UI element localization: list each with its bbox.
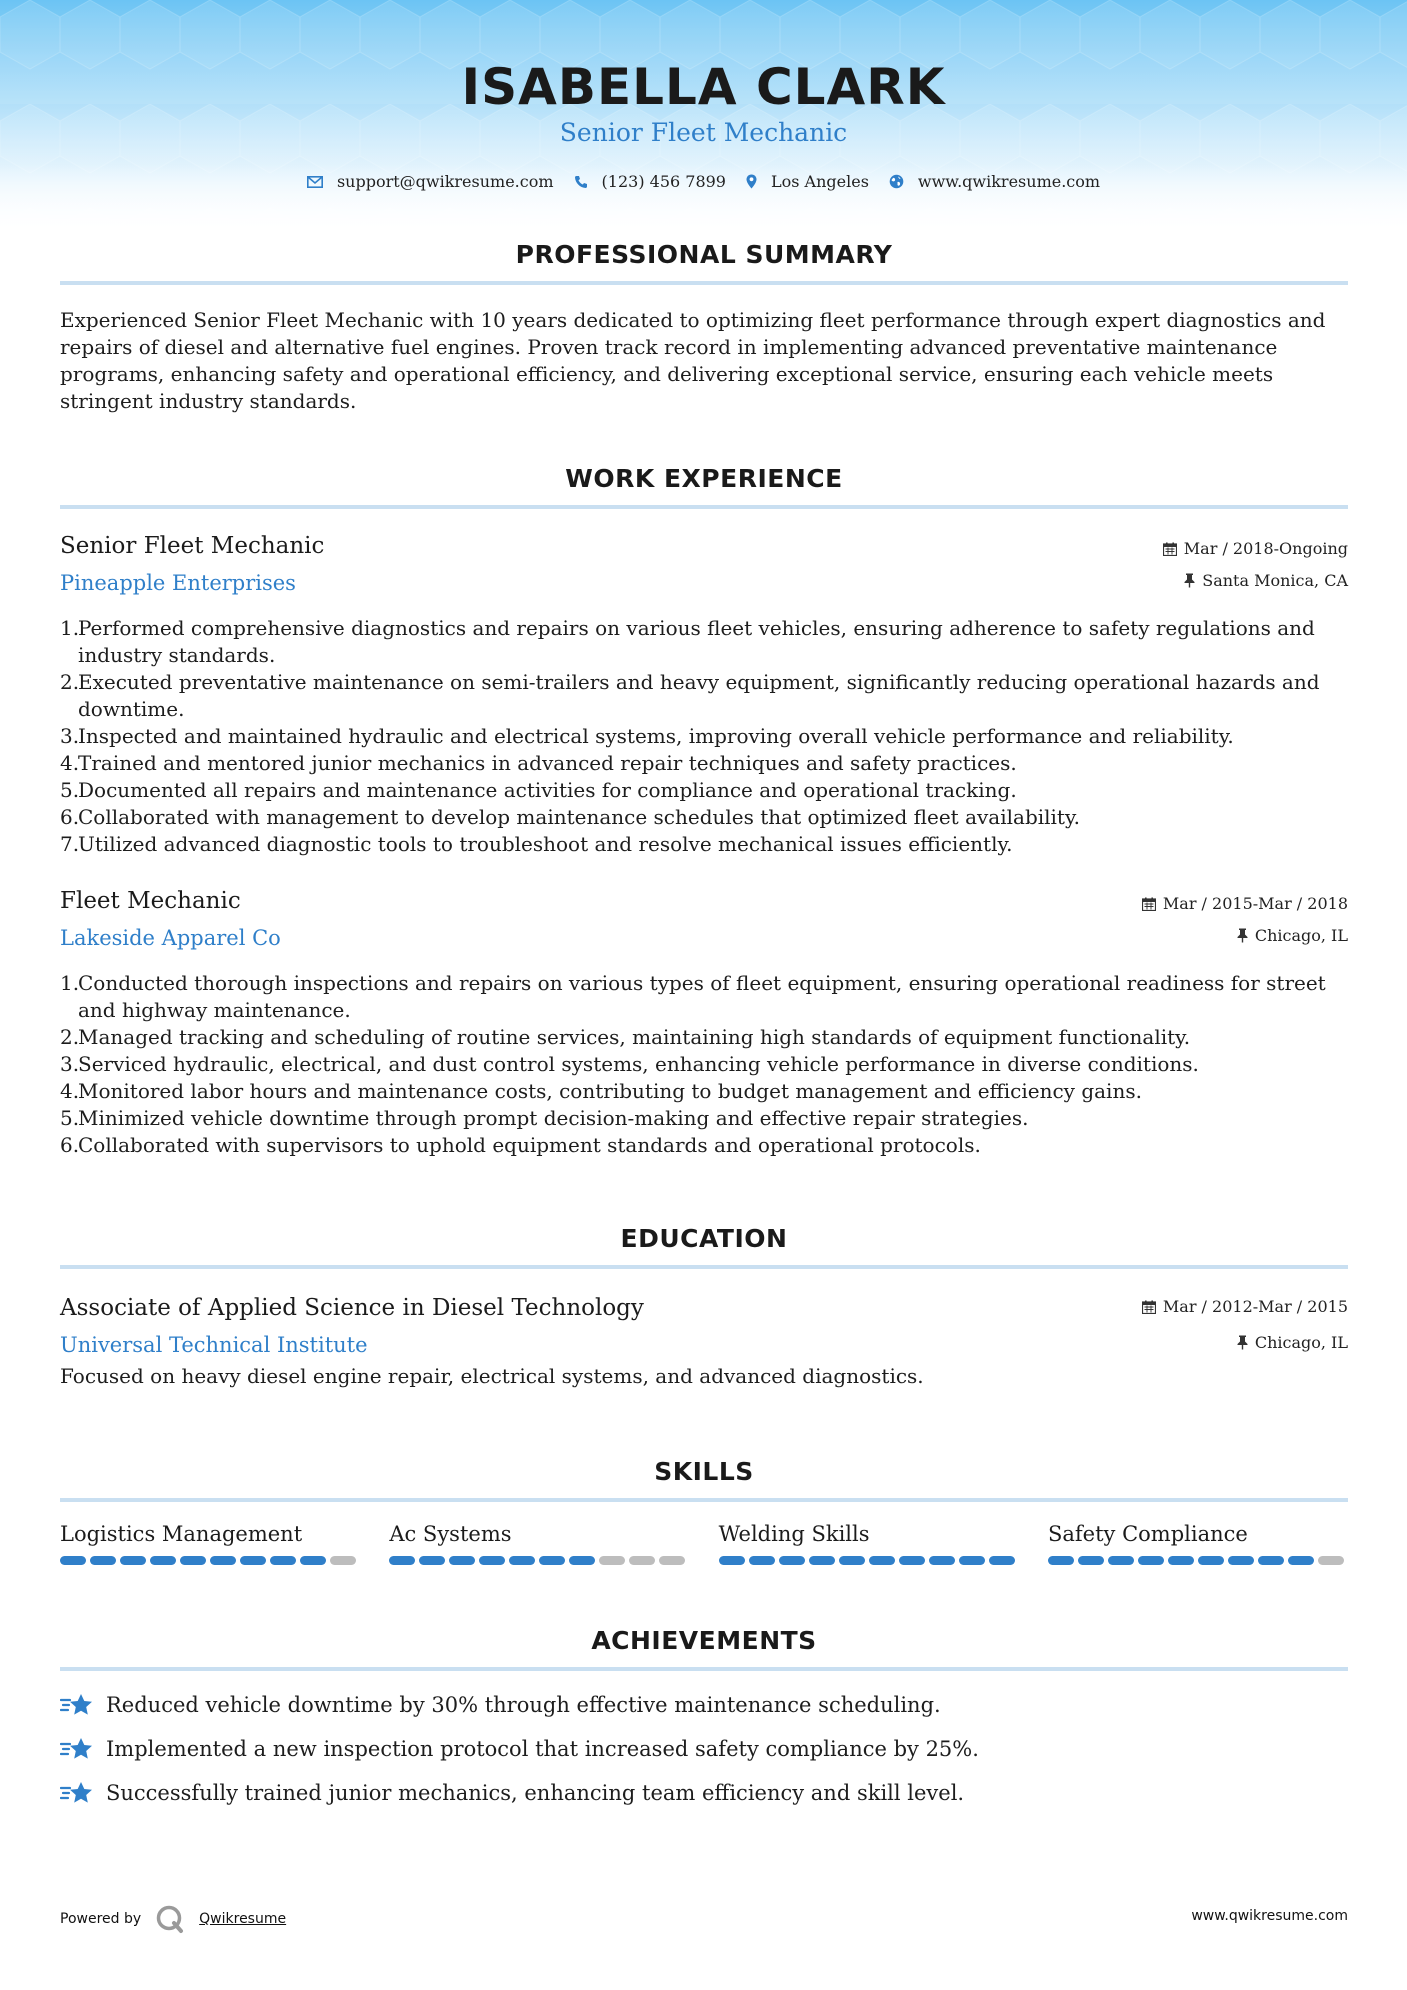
achievement-item (60, 1727, 1348, 1771)
job-company: Lakeside Apparel Co (60, 926, 281, 950)
job-bullets (60, 615, 1348, 858)
star-icon (60, 1736, 94, 1762)
list-text: Minimized vehicle downtime through prompt decision-making and effective repair strategies. (78, 1106, 1029, 1130)
section-divider (60, 281, 1348, 285)
section-divider (60, 1667, 1348, 1671)
skill-rating-bar (719, 1556, 1019, 1565)
list-item (60, 777, 1348, 804)
skill-rating-segment (1048, 1556, 1074, 1565)
skill-item (60, 1522, 360, 1565)
skill-rating-segment (180, 1556, 206, 1565)
skill-rating-segment (300, 1556, 326, 1565)
skill-item (1048, 1522, 1348, 1565)
contact-location (746, 172, 869, 191)
qwikresume-logo-icon (155, 1904, 185, 1934)
list-text: Utilized advanced diagnostic tools to troubleshoot and resolve mechanical issues efficiently. (78, 832, 1013, 856)
contact-bar (0, 172, 1407, 191)
skill-rating-segment (869, 1556, 895, 1565)
list-item (60, 615, 1348, 669)
skill-rating-segment (929, 1556, 955, 1565)
list-text: Serviced hydraulic, electrical, and dust control systems, enhancing vehicle performance in diverse conditions. (78, 1052, 1199, 1076)
envelope-icon (307, 176, 323, 188)
list-item (60, 804, 1348, 831)
pushpin-icon (1184, 573, 1195, 588)
contact-phone[interactable] (574, 172, 726, 191)
education-section (60, 1224, 1348, 1269)
job-location (1237, 926, 1348, 945)
list-item (60, 750, 1348, 777)
candidate-role: Senior Fleet Mechanic (559, 118, 848, 147)
list-text: Inspected and maintained hydraulic and electrical systems, improving overall vehicle performance and reliability. (78, 724, 1234, 748)
phone-icon (574, 175, 588, 189)
education-entry (60, 1295, 1348, 1390)
skill-rating-segment (599, 1556, 625, 1565)
skill-rating-segment (899, 1556, 925, 1565)
calendar-icon (1163, 542, 1177, 556)
footer-url[interactable]: www.qwikresume.com (1191, 1908, 1348, 1924)
skill-rating-segment (270, 1556, 296, 1565)
skill-rating-segment (210, 1556, 236, 1565)
powered-by-label: Powered by (60, 1911, 142, 1927)
list-text: Collaborated with supervisors to uphold equipment standards and operational protocols. (78, 1133, 981, 1157)
skill-rating-segment (959, 1556, 985, 1565)
achievement-item (60, 1683, 1348, 1727)
skill-rating-segment (120, 1556, 146, 1565)
skill-rating-segment (509, 1556, 535, 1565)
map-pin-icon (746, 174, 757, 189)
skill-rating-segment (839, 1556, 865, 1565)
list-item (60, 1051, 1348, 1078)
list-number: 1. (60, 616, 80, 640)
skill-rating-segment (809, 1556, 835, 1565)
list-item (60, 1105, 1348, 1132)
skill-rating-segment (479, 1556, 505, 1565)
summary-section (60, 240, 1348, 415)
star-icon (60, 1780, 94, 1806)
job-bullets (60, 970, 1348, 1159)
list-number: 5. (60, 778, 80, 802)
list-item (60, 1024, 1348, 1051)
list-number: 4. (60, 751, 80, 775)
list-text: Managed tracking and scheduling of routine services, maintaining high standards of equipment functionality. (78, 1025, 1191, 1049)
job-location-text: Chicago, IL (1254, 926, 1348, 945)
skill-rating-segment (60, 1556, 86, 1565)
skill-rating-segment (1198, 1556, 1224, 1565)
website-text: www.qwikresume.com (917, 172, 1101, 191)
skill-name: Welding Skills (718, 1522, 870, 1546)
skill-rating-segment (539, 1556, 565, 1565)
skill-rating-segment (749, 1556, 775, 1565)
job-date-text: Mar / 2018-Ongoing (1183, 539, 1348, 558)
list-text: Collaborated with management to develop maintenance schedules that optimized fleet availability. (78, 805, 1080, 829)
list-number: 2. (60, 670, 80, 694)
section-divider (60, 1498, 1348, 1502)
job-location (1184, 571, 1348, 590)
skills-section (60, 1457, 1348, 1565)
skill-item (389, 1522, 689, 1565)
list-number: 6. (60, 1133, 80, 1157)
education-title: EDUCATION (620, 1224, 788, 1253)
achievements-section (60, 1626, 1348, 1815)
globe-icon (889, 174, 904, 189)
job-date-text: Mar / 2015-Mar / 2018 (1162, 894, 1348, 913)
degree-title: Associate of Applied Science in Diesel Technology (60, 1295, 644, 1321)
job-entry (60, 888, 1348, 1159)
skill-rating-segment (629, 1556, 655, 1565)
skill-rating-segment (90, 1556, 116, 1565)
list-item (60, 1132, 1348, 1159)
list-item (60, 831, 1348, 858)
job-header (60, 533, 1348, 601)
list-text: Executed preventative maintenance on semi-trailers and heavy equipment, significantly reducing operational hazards and downtime. (78, 670, 1320, 721)
education-description: Focused on heavy diesel engine repair, electrical systems, and advanced diagnostics. (60, 1364, 924, 1388)
summary-title: PROFESSIONAL SUMMARY (515, 240, 893, 269)
education-date-text: Mar / 2012-Mar / 2015 (1162, 1297, 1348, 1316)
achievement-text: Successfully trained junior mechanics, enhancing team efficiency and skill level. (106, 1781, 965, 1805)
skill-item (719, 1522, 1019, 1565)
skills-title: SKILLS (654, 1457, 754, 1486)
skill-rating-bar (60, 1556, 360, 1565)
email-text: support@qwikresume.com (336, 172, 554, 191)
skill-rating-segment (779, 1556, 805, 1565)
job-location-text: Santa Monica, CA (1202, 571, 1348, 590)
skill-name: Logistics Management (60, 1522, 303, 1546)
skill-name: Ac Systems (389, 1522, 512, 1546)
list-text: Conducted thorough inspections and repairs on various types of fleet equipment, ensuring operational readiness for street and highway maintenance. (78, 971, 1326, 1022)
list-number: 2. (60, 1025, 80, 1049)
education-date (1142, 1297, 1348, 1316)
school-name: Universal Technical Institute (60, 1333, 368, 1357)
star-icon (60, 1692, 94, 1718)
list-item (60, 970, 1348, 1024)
section-divider (60, 505, 1348, 509)
list-text: Trained and mentored junior mechanics in advanced repair techniques and safety practices. (78, 751, 1017, 775)
calendar-icon (1142, 1300, 1156, 1314)
summary-text: Experienced Senior Fleet Mechanic with 10 years dedicated to optimizing fleet performance through expert diagnostics and repairs of diesel and alternative fuel engines. Proven track record in implementing advanced preventative maintenance programs, enhancing safety and operational efficiency, and delivering exceptional service, ensuring each vehicle meets stringent industry standards. (60, 308, 1326, 413)
skill-rating-segment (659, 1556, 685, 1565)
skill-rating-segment (1318, 1556, 1344, 1565)
contact-website[interactable] (889, 172, 1100, 191)
achievement-text: Implemented a new inspection protocol that increased safety compliance by 25%. (106, 1737, 979, 1761)
powered-by (60, 1904, 286, 1934)
skill-rating-segment (330, 1556, 356, 1565)
skill-rating-segment (1168, 1556, 1194, 1565)
education-header (60, 1295, 1348, 1363)
pushpin-icon (1237, 1335, 1248, 1350)
pushpin-icon (1237, 928, 1248, 943)
education-location (1237, 1333, 1348, 1352)
list-number: 3. (60, 1052, 80, 1076)
calendar-icon (1142, 897, 1156, 911)
skill-rating-segment (419, 1556, 445, 1565)
candidate-name: ISABELLA CLARK (461, 58, 946, 116)
list-text: Documented all repairs and maintenance activities for compliance and operational tracking. (78, 778, 1017, 802)
section-divider (60, 1265, 1348, 1269)
list-number: 1. (60, 971, 80, 995)
achievement-item (60, 1771, 1348, 1815)
skill-rating-segment (1288, 1556, 1314, 1565)
skill-rating-segment (1258, 1556, 1284, 1565)
skill-name: Safety Compliance (1047, 1522, 1248, 1546)
list-number: 5. (60, 1106, 80, 1130)
skill-rating-segment (150, 1556, 176, 1565)
skill-rating-segment (1228, 1556, 1254, 1565)
skill-rating-segment (719, 1556, 745, 1565)
experience-title: WORK EXPERIENCE (565, 464, 843, 493)
skill-rating-bar (1048, 1556, 1348, 1565)
skill-rating-bar (389, 1556, 689, 1565)
skill-rating-segment (1078, 1556, 1104, 1565)
skill-rating-segment (1138, 1556, 1164, 1565)
job-title: Senior Fleet Mechanic (60, 533, 325, 559)
job-date (1142, 894, 1348, 913)
list-item (60, 669, 1348, 723)
list-number: 6. (60, 805, 80, 829)
job-entry (60, 533, 1348, 858)
achievements-title: ACHIEVEMENTS (591, 1626, 817, 1655)
list-text: Monitored labor hours and maintenance costs, contributing to budget management and efficiency gains. (78, 1079, 1142, 1103)
education-location-text: Chicago, IL (1254, 1333, 1348, 1352)
achievements-list (60, 1683, 1348, 1815)
list-item (60, 1078, 1348, 1105)
phone-text: (123) 456 7899 (601, 172, 726, 191)
contact-email[interactable] (307, 172, 554, 191)
list-text: Performed comprehensive diagnostics and repairs on various fleet vehicles, ensuring adherence to safety regulations and industry standards. (78, 616, 1315, 667)
skill-rating-segment (1108, 1556, 1134, 1565)
skill-rating-segment (389, 1556, 415, 1565)
achievement-text: Reduced vehicle downtime by 30% through effective maintenance scheduling. (106, 1693, 941, 1717)
job-company: Pineapple Enterprises (60, 571, 296, 595)
list-item (60, 723, 1348, 750)
skill-rating-segment (449, 1556, 475, 1565)
skill-rating-segment (989, 1556, 1015, 1565)
experience-section (60, 464, 1348, 509)
skill-rating-segment (240, 1556, 266, 1565)
job-header (60, 888, 1348, 956)
footer (60, 1896, 1348, 1936)
list-number: 7. (60, 832, 80, 856)
job-title: Fleet Mechanic (60, 888, 241, 914)
list-number: 3. (60, 724, 80, 748)
qwikresume-link[interactable]: Qwikresume (199, 1911, 287, 1927)
skill-rating-segment (569, 1556, 595, 1565)
location-text: Los Angeles (770, 172, 869, 191)
job-date (1163, 539, 1348, 558)
list-number: 4. (60, 1079, 80, 1103)
skills-grid (60, 1522, 1348, 1565)
